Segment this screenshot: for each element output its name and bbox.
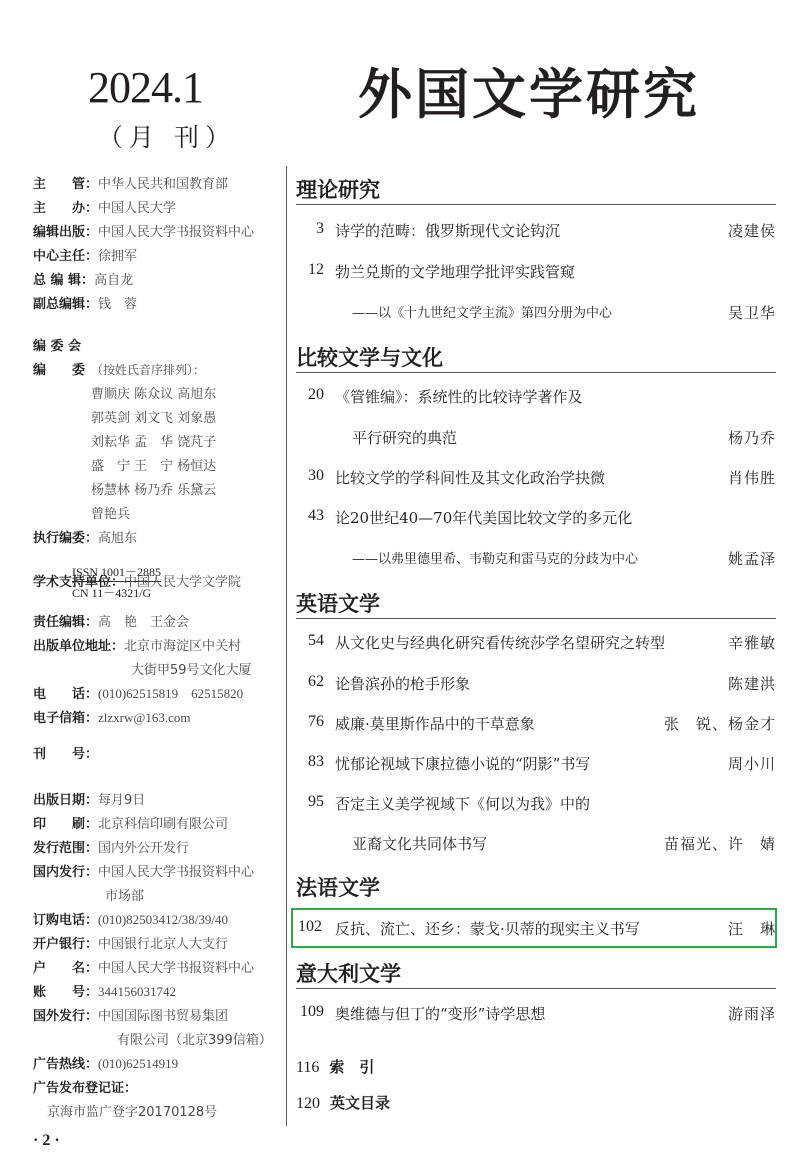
cn-number: CN 11－4321/G xyxy=(72,586,152,600)
masthead-address-line2: 大街甲59号文化大厦 xyxy=(131,663,252,678)
board-heading: 编 委 会 xyxy=(33,339,82,354)
masthead-account-name: 户 名：中国人民大学书报资料中心 xyxy=(33,961,255,976)
board-members-line: 杨慧林 杨乃乔 乐黛云 xyxy=(91,483,217,498)
toc-author: 苗福光、许 婧 xyxy=(663,835,776,853)
masthead-ad-tel: 广告热线：(010)62514919 xyxy=(33,1056,179,1072)
toc-author: 姚孟泽 xyxy=(727,550,776,568)
toc-author: 辛雅敏 xyxy=(727,634,776,652)
toc-page: 102 xyxy=(298,918,322,935)
section-heading: 英语文学 xyxy=(296,588,776,618)
toc-page: 116 xyxy=(296,1059,320,1076)
issue-number: 2024.1 xyxy=(88,63,203,112)
toc-author: 汪 琳 xyxy=(727,920,776,938)
toc-subtitle: ——以《十九世纪文学主流》第四分册为中心 xyxy=(352,306,613,321)
masthead-domestic: 国内发行：中国人民大学书报资料中心 xyxy=(33,865,255,880)
masthead-foreign-line2: 有限公司（北京399信箱） xyxy=(117,1033,272,1048)
masthead-email: 电子信箱：zlzxrw@163.com xyxy=(33,710,191,726)
board-members-line: 郭英剑 刘文飞 刘象愚 xyxy=(91,411,217,426)
toc-title: 索 引 xyxy=(329,1058,375,1076)
section-heading: 意大利文学 xyxy=(296,958,776,988)
masthead-exec-editor: 执行编委：高旭东 xyxy=(33,531,138,546)
masthead-printer: 印 刷：北京科信印刷有限公司 xyxy=(33,817,229,832)
masthead-ad-reg-value: 京海市监广登字20170128号 xyxy=(47,1105,218,1120)
board-members-label: 编 委 （按姓氏音序排列）： xyxy=(33,363,206,378)
section-heading: 理论研究 xyxy=(296,174,776,204)
masthead-director: 中心主任：徐拥军 xyxy=(33,249,138,264)
toc-title: 从文化史与经典化研究看传统莎学名望研究之转型 xyxy=(335,634,666,652)
issn-number: ISSN 1001－2885 xyxy=(72,563,161,582)
masthead-editors: 责任编辑：高 艳 王金会 xyxy=(33,615,190,630)
masthead-range: 发行范围：国内外公开发行 xyxy=(33,841,190,856)
toc-title: 诗学的范畴：俄罗斯现代文论钩沉 xyxy=(335,222,561,240)
masthead-date: 出版日期：每月9日 xyxy=(33,793,146,808)
board-members-line: 盛 宁 王 宁 杨恒达 xyxy=(91,459,217,474)
toc-title: 英文目录 xyxy=(330,1094,391,1112)
toc-title: 威廉·莫里斯作品中的干草意象 xyxy=(335,715,535,733)
masthead-foreign: 国外发行：中国国际图书贸易集团 xyxy=(33,1009,229,1024)
toc-page: 43 xyxy=(308,507,324,524)
toc-page: 109 xyxy=(300,1003,324,1020)
toc-page: 3 xyxy=(316,220,324,237)
frequency-label: （月 刊） xyxy=(98,123,236,152)
toc-title: 论鲁滨孙的枪手形象 xyxy=(335,675,471,693)
toc-title: 否定主义美学视域下《何以为我》中的 xyxy=(335,795,591,813)
toc-page: 30 xyxy=(308,467,324,484)
section-rule xyxy=(296,372,776,373)
toc-page: 62 xyxy=(308,673,324,690)
section-heading: 法语文学 xyxy=(296,876,380,900)
masthead-sponsor: 主 办：中国人民大学 xyxy=(33,201,177,216)
masthead-supervisor: 主 管：中华人民共和国教育部 xyxy=(33,177,229,192)
masthead-bank: 开户银行：中国银行北京人大支行 xyxy=(33,937,229,952)
toc-page: 20 xyxy=(308,386,324,403)
toc-page: 120 xyxy=(296,1095,320,1112)
toc-author: 陈建洪 xyxy=(727,675,776,693)
masthead-order-tel: 订购电话：(010)82503412/38/39/40 xyxy=(33,912,229,928)
toc-page: 12 xyxy=(308,261,324,278)
toc-author: 杨乃乔 xyxy=(727,429,776,447)
toc-title: 比较文学的学科间性及其文化政治学抉微 xyxy=(335,469,606,487)
masthead-deputy-editor: 副总编辑：钱 蓉 xyxy=(33,297,138,312)
masthead-tel: 电 话：(010)62515819 62515820 xyxy=(33,686,244,702)
toc-author: 张 锐、杨金才 xyxy=(663,715,776,733)
board-members-line: 曾艳兵 xyxy=(91,507,131,522)
journal-title: 外国文学研究 xyxy=(358,62,700,126)
section-heading: 比较文学与文化 xyxy=(296,342,776,372)
toc-title: 忧郁论视域下康拉德小说的“阴影”书写 xyxy=(335,755,591,773)
toc-author: 吴卫华 xyxy=(727,304,776,322)
column-divider xyxy=(286,166,287,1126)
toc-title: 《管锥编》：系统性的比较诗学著作及 xyxy=(335,388,583,406)
issn-block xyxy=(72,563,161,601)
section-rule xyxy=(296,988,776,989)
toc-title-cont: 平行研究的典范 xyxy=(352,429,458,447)
toc-subtitle: ——以弗里德里希、韦勒克和雷马克的分歧为中心 xyxy=(352,552,639,567)
masthead-publisher: 编辑出版：中国人民大学书报资料中心 xyxy=(33,225,255,240)
toc-page: 95 xyxy=(308,793,324,810)
toc-title: 勃兰兑斯的文学地理学批评实践管窥 xyxy=(335,263,576,281)
toc-page: 83 xyxy=(308,753,324,770)
toc-author: 肖伟胜 xyxy=(727,469,776,487)
masthead-issn-label: 刊 号： xyxy=(33,747,99,762)
masthead-domestic-line2: 市场部 xyxy=(105,889,145,904)
toc-author: 凌建侯 xyxy=(727,222,776,240)
board-members-line: 曹顺庆 陈众议 高旭东 xyxy=(91,387,217,402)
toc-title: 奥维德与但丁的“变形”诗学思想 xyxy=(335,1005,546,1023)
masthead-support: 学术支持单位：中国人民大学文学院 xyxy=(33,575,242,590)
toc-english-entry[interactable] xyxy=(296,1092,390,1113)
masthead-account: 账 号：344156031742 xyxy=(33,984,177,1000)
page-number: · 2 · xyxy=(33,1132,60,1149)
toc-title: 论20世纪40—70年代美国比较文学的多元化 xyxy=(335,509,633,527)
masthead-address: 出版单位地址：北京市海淀区中关村 xyxy=(33,639,242,654)
section-rule xyxy=(296,618,776,619)
toc-page: 76 xyxy=(308,713,324,730)
section-rule xyxy=(296,204,776,205)
masthead-ad-reg: 广告发布登记证： xyxy=(33,1081,138,1096)
masthead-chief-editor: 总 编 辑：高自龙 xyxy=(33,273,134,288)
toc-title-cont: 亚裔文化共同体书写 xyxy=(352,835,488,853)
toc-title: 反抗、流亡、还乡：蒙戈·贝蒂的现实主义书写 xyxy=(335,920,640,938)
toc-page: 54 xyxy=(308,632,324,649)
toc-author: 游雨泽 xyxy=(727,1005,776,1023)
board-members-line: 刘耘华 孟 华 饶芃子 xyxy=(91,435,217,450)
toc-author: 周小川 xyxy=(727,755,776,773)
toc-index-entry[interactable] xyxy=(296,1056,374,1077)
